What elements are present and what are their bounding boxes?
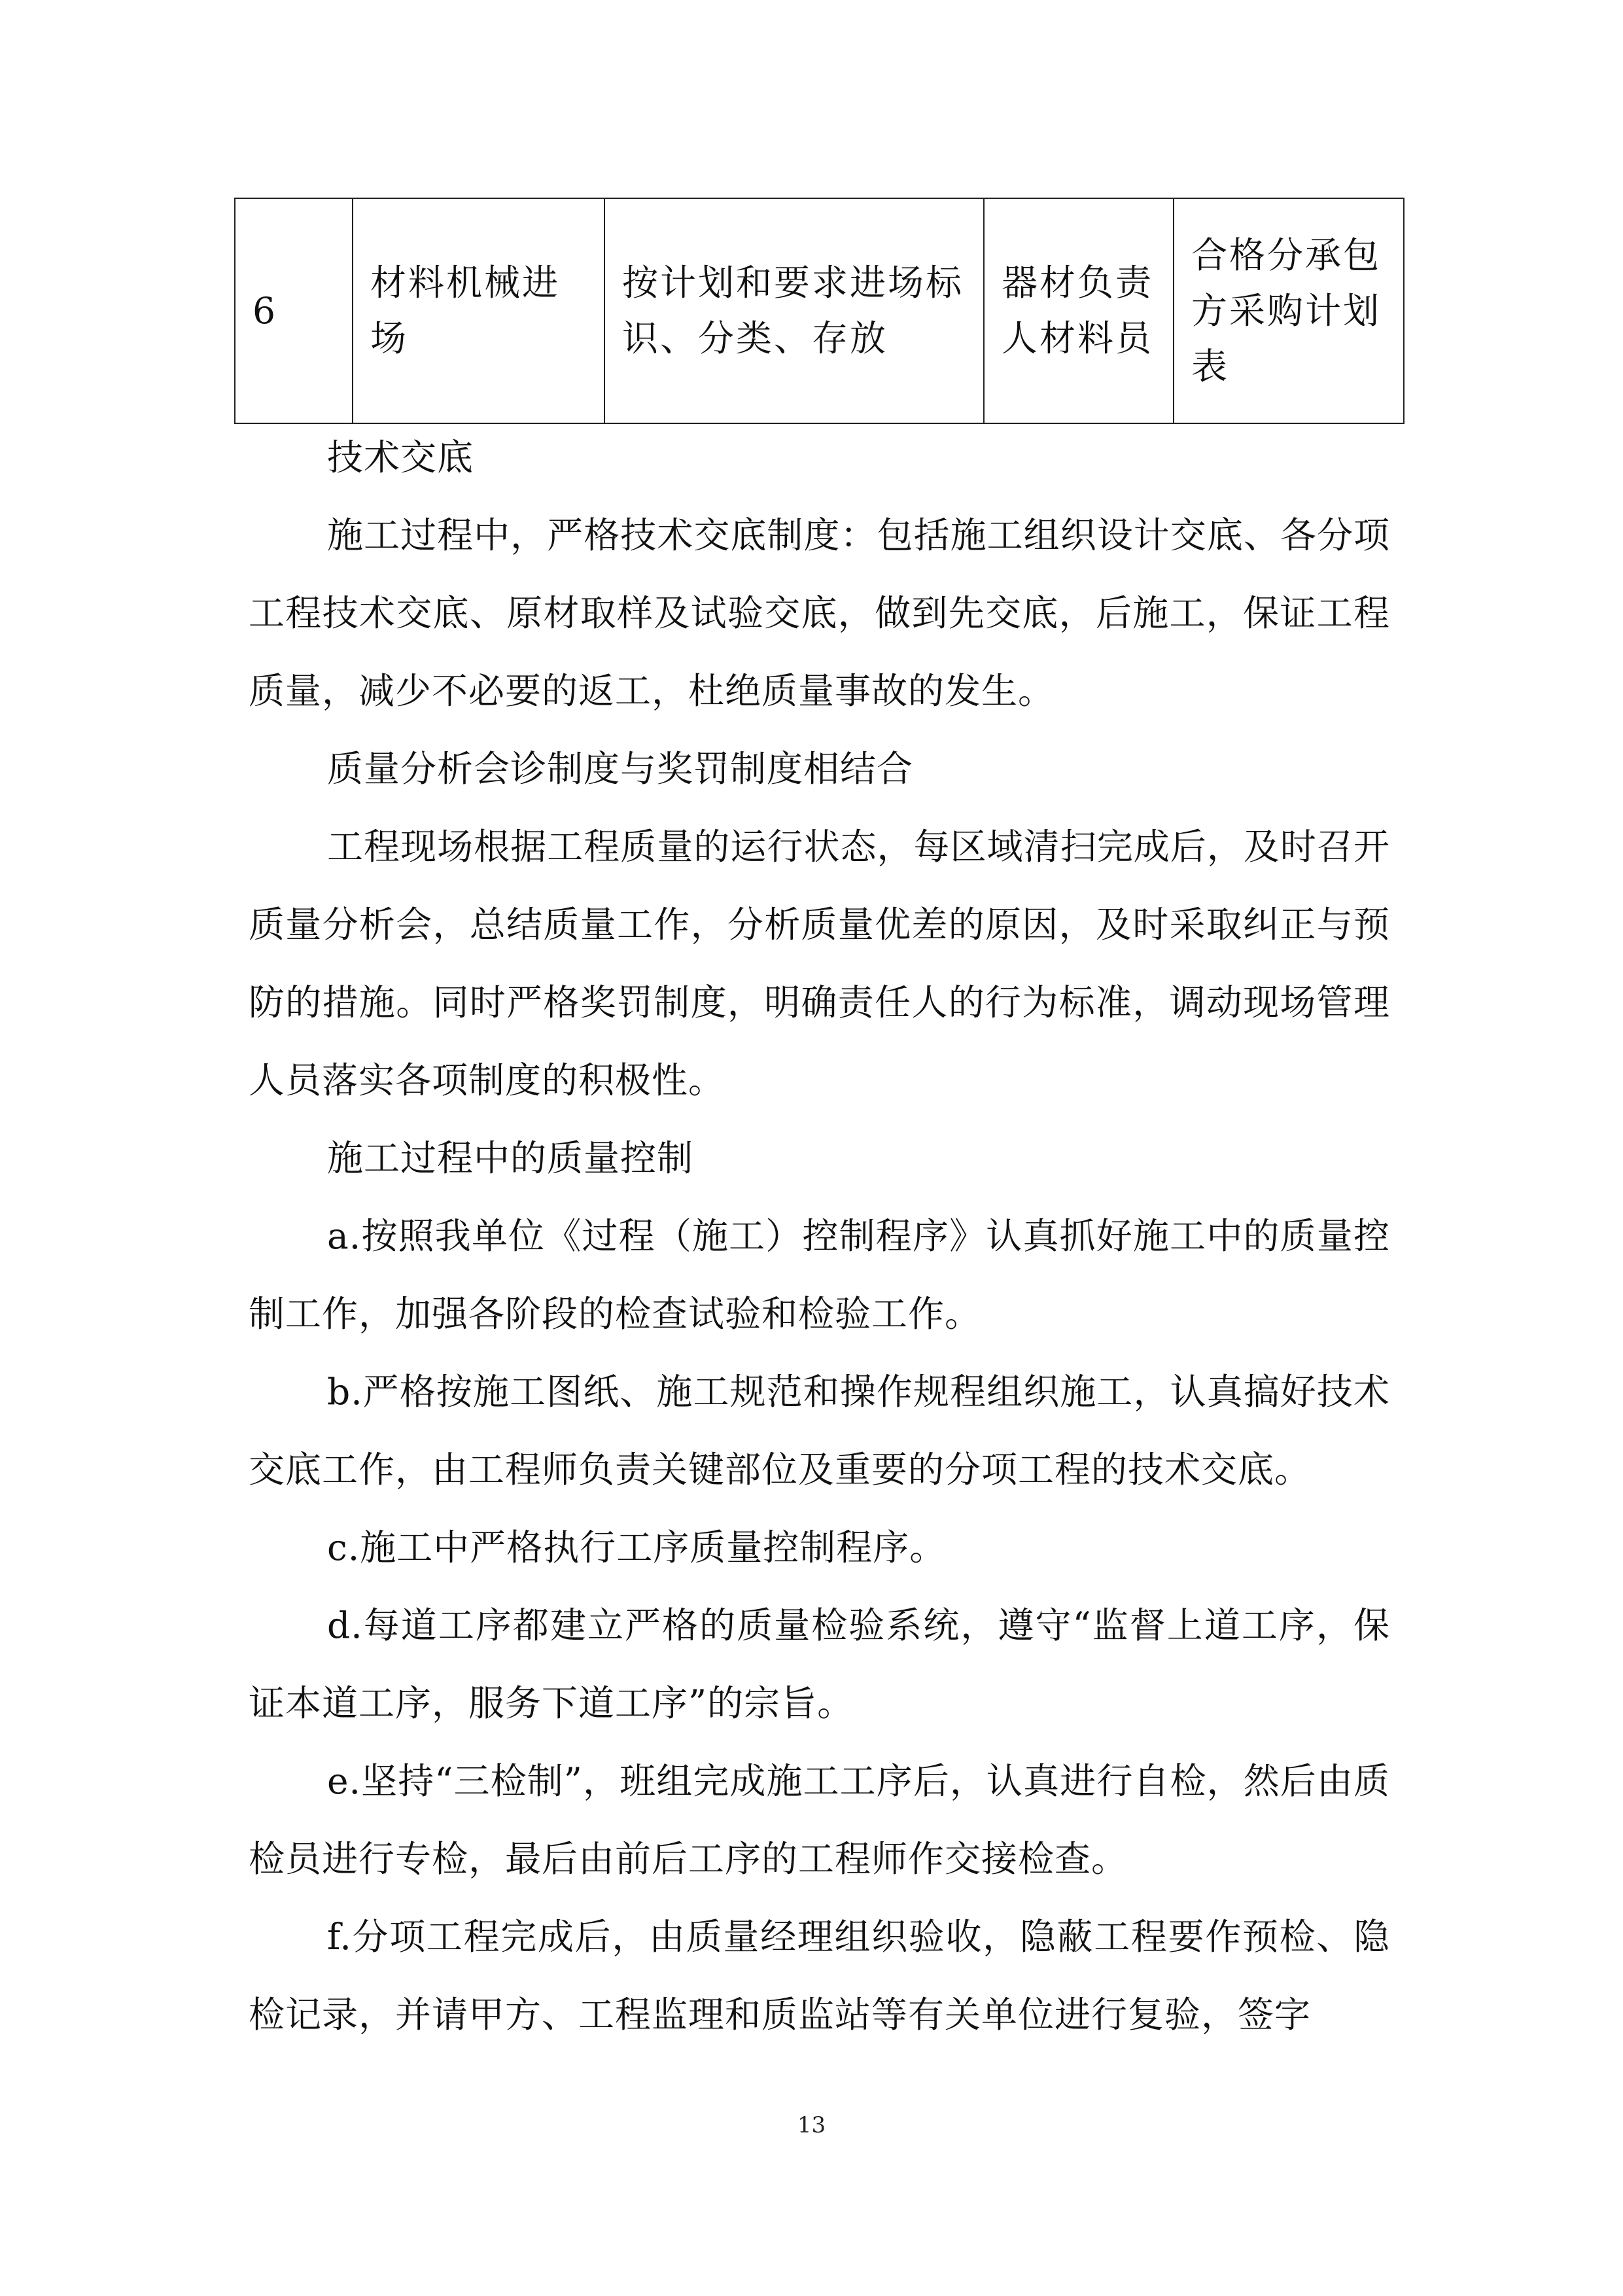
paragraph: 施工过程中，严格技术交底制度：包括施工组织设计交底、各分项工程技术交底、原材取样及试验交底，做到先交底，后施工，保证工程质量，减少不必要的返工，杜绝质量事故的发生。 xyxy=(249,514,1390,712)
cell-item: 材料机械进场 xyxy=(353,198,604,423)
list-item-d: d.每道工序都建立严格的质量检验系统，遵守“监督上道工序，保证本道工序，服务下道工序”的宗旨。 xyxy=(249,1604,1390,1724)
list-item-e: e.坚持“三检制”，班组完成施工工序后，认真进行自检，然后由质检员进行专检，最后由前后工序的工程师作交接检查。 xyxy=(249,1760,1390,1880)
quality-control-table xyxy=(234,198,1405,424)
list-item-c: c.施工中严格执行工序质量控制程序。 xyxy=(327,1527,947,1568)
table-row xyxy=(235,198,1404,423)
body-text xyxy=(249,419,1390,2054)
heading-technical-disclosure: 技术交底 xyxy=(327,436,474,478)
cell-number: 6 xyxy=(235,198,353,423)
cell-responsible: 器材负责人材料员 xyxy=(984,198,1174,423)
heading-quality-analysis: 质量分析会诊制度与奖罚制度相结合 xyxy=(327,748,914,790)
cell-record: 合格分承包方采购计划表 xyxy=(1174,198,1404,423)
list-item-a: a.按照我单位《过程（施工）控制程序》认真抓好施工中的质量控制工作，加强各阶段的检查试验和检验工作。 xyxy=(249,1215,1390,1335)
page-number: 13 xyxy=(797,2112,826,2138)
list-item-b: b.严格按施工图纸、施工规范和操作规程组织施工，认真搞好技术交底工作，由工程师负责关键部位及重要的分项工程的技术交底。 xyxy=(249,1371,1390,1491)
cell-requirement: 按计划和要求进场标识、分类、存放 xyxy=(604,198,984,423)
paragraph: 工程现场根据工程质量的运行状态，每区域清扫完成后，及时召开质量分析会，总结质量工作，分析质量优差的原因，及时采取纠正与预防的措施。同时严格奖罚制度，明确责任人的行为标准，调动现场管理人员落实各项制度的积极性。 xyxy=(249,826,1390,1101)
list-item-f: f.分项工程完成后，由质量经理组织验收，隐蔽工程要作预检、隐检记录，并请甲方、工程监理和质监站等有关单位进行复验，签字 xyxy=(249,1916,1390,2036)
heading-process-quality-control: 施工过程中的质量控制 xyxy=(327,1137,694,1179)
